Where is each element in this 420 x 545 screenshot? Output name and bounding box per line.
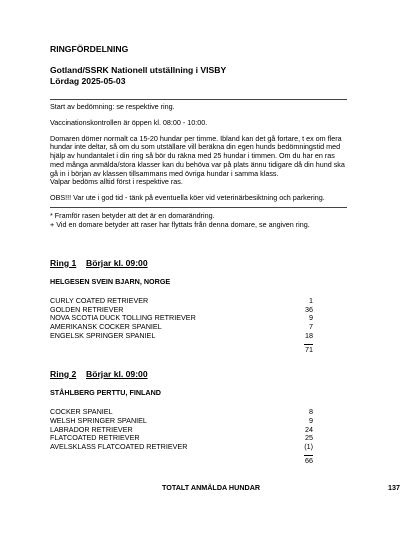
breed-count: (1) [304,442,313,452]
judging-rate-text: Domaren dömer normalt ca 15-20 hundar per timme. Ibland kan det gå fortare, t ex om flera hundar inte deltar, så om du som utställare vill beräkna din egen hunds bedömningstid med hjälp av hundantalet i din ring så bör du räkna med 25 hundar i timmen. Om du har en ras med många anmälda/stora klasser kan du behöva var på plats ännu tidigare då din hund ska gå in i början av klassen tillsammans med övriga hundar i samma klass. [50,133,345,178]
ring-total: 66 [305,455,313,465]
puppies-text: Valpar bedöms alltid först i respektive ras. [50,177,183,187]
document-page [50,44,400,493]
obs-text: OBS!!! Var ute i god tid - tänk på eventuella köer vid veterinärbesiktning och parkering. [50,193,325,203]
breed-count: 9 [309,415,313,425]
page-title: RINGFÖRDELNING [50,44,129,54]
breed-name: AVELSKLASS FLATCOATED RETRIEVER [50,442,188,452]
breed-name: ENGELSK SPRINGER SPANIEL [50,330,156,340]
breed-count: 36 [305,304,313,314]
breed-count: 18 [305,330,313,340]
breed-name: NOVA SCOTIA DUCK TOLLING RETRIEVER [50,313,196,323]
breed-count: 1 [309,295,313,305]
grand-total-label: TOTALT ANMÄLDA HUNDAR [162,482,261,492]
ring-name: Ring 2 [50,368,77,379]
ring-name: Ring 1 [50,257,77,268]
ring-sum [50,452,313,466]
ring-judge: STÅHLBERG PERTTU, FINLAND [50,388,162,398]
ring-judge: HELGESEN SVEIN BJARN, NORGE [50,277,171,287]
grand-total-value: 137 [388,482,400,492]
start-text: Start av bedömning: se respektive ring. [50,101,175,111]
breed-name: LABRADOR RETRIEVER [50,424,133,434]
note-plus: + Vid en domare betyder att raser har flyttats från denna domare, se angiven ring. [50,219,310,229]
breed-count: 8 [309,406,313,416]
ring-start-time: Börjar kl. 09:00 [86,368,148,379]
ring-heading [50,369,350,379]
note-star: * Framför rasen betyder att det är en domarändring. [50,210,215,220]
event-line-1: Gotland/SSRK Nationell utställning i VISBY [50,65,227,76]
breed-count: 7 [309,322,313,332]
breed-count: 25 [305,433,313,443]
breed-row [50,443,313,452]
vaccination-text: Vaccinationskontrollen är öppen kl. 08:00 - 10:00. [50,117,208,127]
breed-name: WELSH SPRINGER SPANIEL [50,415,147,425]
breed-count: 24 [305,424,313,434]
breed-count: 9 [309,313,313,323]
ring-total: 71 [305,344,313,354]
breed-row [50,332,313,341]
breed-name: GOLDEN RETRIEVER [50,304,124,314]
ring-heading [50,258,350,268]
ring-section [50,258,350,355]
ring-section [50,369,350,466]
breed-name: COCKER SPANIEL [50,406,113,416]
grand-total [162,484,400,493]
breed-name: FLATCOATED RETRIEVER [50,433,140,443]
event-line-2: Lördag 2025-05-03 [50,76,126,87]
breed-name: AMERIKANSK COCKER SPANIEL [50,322,162,332]
ring-sum [50,341,313,355]
breed-name: CURLY COATED RETRIEVER [50,295,149,305]
ring-start-time: Börjar kl. 09:00 [86,257,148,268]
